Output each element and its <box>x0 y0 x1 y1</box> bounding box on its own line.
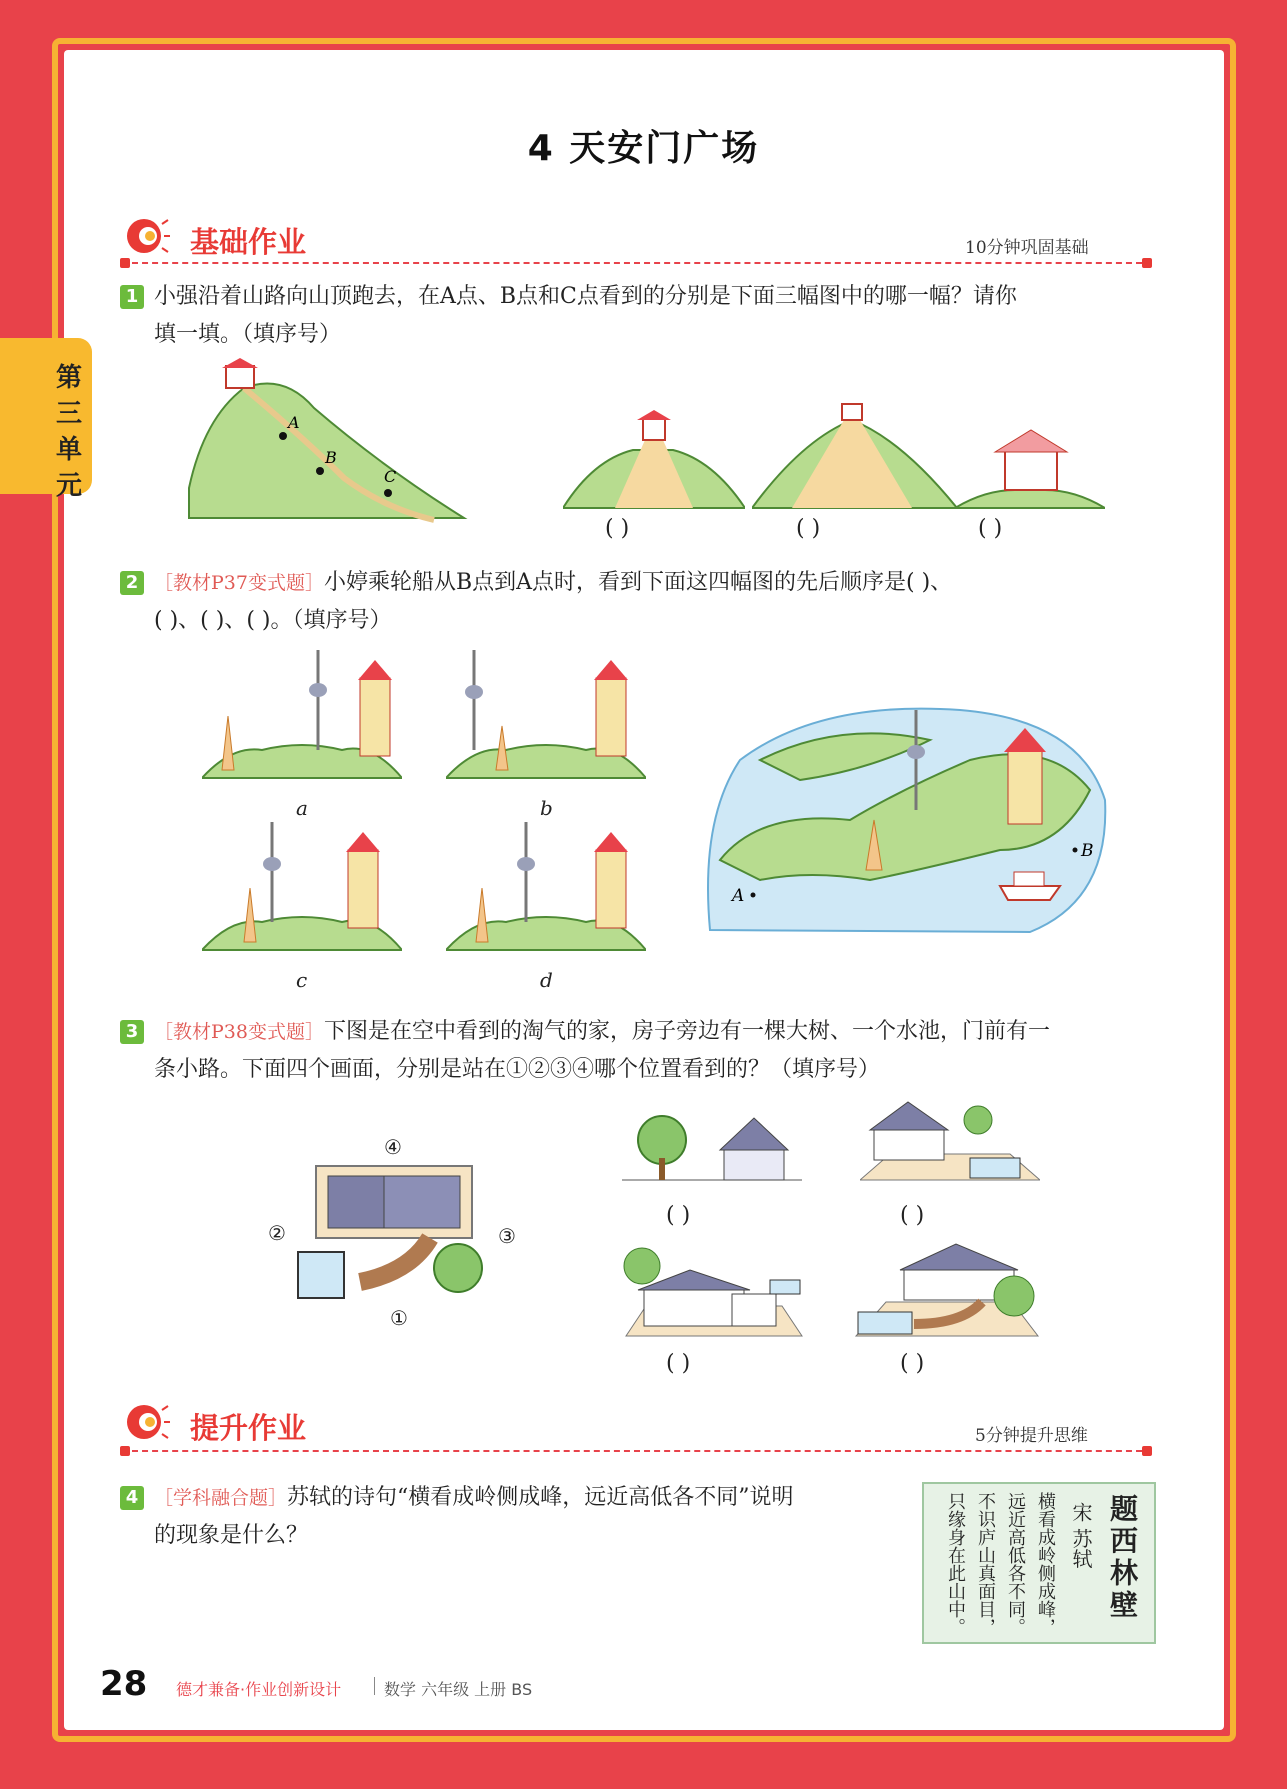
view-option-2 <box>752 400 957 510</box>
poem-author: 宋 苏轼 <box>1069 1502 1093 1569</box>
sun-icon <box>118 1400 170 1444</box>
section-note-advanced: 5分钟提升思维 <box>975 1426 1088 1446</box>
q3-tag: ［教材P38变式题］ <box>154 1021 324 1043</box>
scene-a-label: a <box>296 796 308 820</box>
scene-a <box>202 650 402 780</box>
view-option-3 <box>955 420 1105 510</box>
section-title-advanced: 提升作业 <box>190 1411 307 1445</box>
scene-c-label: c <box>296 968 308 992</box>
poem-line-4: 只缘身在此山中。 <box>945 1492 966 1636</box>
q1-answer-blank-2[interactable]: ( ) <box>796 516 821 541</box>
view-pic-2 <box>860 1094 1040 1184</box>
unit-side-tab <box>0 338 92 501</box>
scene-c <box>202 822 402 952</box>
footer-info: 数学 六年级 上册 BS <box>384 1680 533 1699</box>
position-4: ④ <box>384 1135 402 1159</box>
view-pic-1 <box>622 1100 802 1184</box>
view-option-1 <box>563 400 745 510</box>
divider-dot <box>120 258 130 268</box>
position-2: ② <box>268 1221 286 1245</box>
q3-answer-blank-2[interactable]: ( ) <box>900 1203 925 1228</box>
river-map-illustration <box>700 700 1110 940</box>
footer-brand: 德才兼备·作业创新设计 <box>176 1680 342 1699</box>
q2-tag: ［教材P37变式题］ <box>154 572 324 594</box>
house-top-view <box>290 1162 490 1312</box>
scene-d <box>446 822 646 952</box>
scene-b-label: b <box>540 796 553 820</box>
map-point-a: A <box>732 886 745 906</box>
q3-answer-blank-1[interactable]: ( ) <box>666 1203 691 1228</box>
poem-title: 题西林壁 <box>1106 1494 1139 1622</box>
position-1: ① <box>390 1306 408 1330</box>
poem-line-3: 不识庐山真面目， <box>975 1492 996 1636</box>
q1-text-line2: 填一填。（填序号） <box>154 322 342 347</box>
page-number: 28 <box>100 1664 148 1704</box>
sun-icon <box>118 214 170 258</box>
q3-line1-body: 下图是在空中看到的淘气的家，房子旁边有一棵大树、一个水池，门前有一 <box>323 1019 1050 1044</box>
scene-b <box>446 650 646 780</box>
view-pic-3 <box>620 1244 808 1340</box>
poem-line-1: 横看成岭侧成峰， <box>1035 1492 1056 1636</box>
q1-answer-blank-3[interactable]: ( ) <box>978 516 1003 541</box>
question-number-3: 3 <box>120 1020 144 1044</box>
q4-text-line2: 的现象是什么？ <box>154 1523 309 1548</box>
mountain-path-illustration <box>184 358 470 528</box>
q4-text-line1 <box>154 1479 794 1517</box>
section-divider <box>132 262 1142 264</box>
question-number-2: 2 <box>120 571 144 595</box>
scene-d-label: d <box>540 968 553 992</box>
position-3: ③ <box>498 1224 516 1248</box>
point-a-label: A <box>288 413 300 432</box>
divider-dot <box>120 1446 130 1456</box>
section-divider <box>132 1450 1142 1452</box>
q3-answer-blank-3[interactable]: ( ) <box>666 1351 691 1376</box>
point-c-label: C <box>384 467 397 486</box>
q2-text-line2: ( )、( )、( )。（填序号） <box>154 608 392 633</box>
divider-dot <box>1142 1446 1152 1456</box>
unit-side-label: 第三单元 <box>55 363 82 501</box>
divider-dot <box>1142 258 1152 268</box>
section-title-basic: 基础作业 <box>190 225 307 259</box>
q4-tag: ［学科融合题］ <box>154 1487 288 1509</box>
point-b-label: B <box>325 448 337 467</box>
poem-line-2: 远近高低各不同。 <box>1005 1492 1026 1636</box>
q2-text-line1 <box>154 564 1164 602</box>
q1-text-line1: 小强沿着山路向山顶跑去，在A点、B点和C点看到的分别是下面三幅图中的哪一幅？请你 <box>154 284 1017 309</box>
q3-text-line2: 条小路。下面四个画面，分别是站在①②③④哪个位置看到的？（填序号） <box>154 1057 881 1082</box>
section-note-basic: 10分钟巩固基础 <box>965 238 1089 258</box>
q1-answer-blank-1[interactable]: ( ) <box>605 516 630 541</box>
q2-line1-body: 小婷乘轮船从B点到A点时，看到下面这四幅图的先后顺序是( )、 <box>323 570 953 595</box>
q3-text-line1 <box>154 1013 1164 1051</box>
poem-card <box>922 1482 1156 1644</box>
q3-answer-blank-4[interactable]: ( ) <box>900 1351 925 1376</box>
map-point-b: B <box>1081 841 1094 861</box>
footer-separator <box>374 1677 375 1695</box>
view-pic-4 <box>852 1236 1042 1340</box>
page-title: 4 天安门广场 <box>527 128 760 169</box>
question-number-4: 4 <box>120 1486 144 1510</box>
question-number-1: 1 <box>120 285 144 309</box>
q4-line1-body: 苏轼的诗句“横看成岭侧成峰，远近高低各不同”说明 <box>287 1485 794 1510</box>
